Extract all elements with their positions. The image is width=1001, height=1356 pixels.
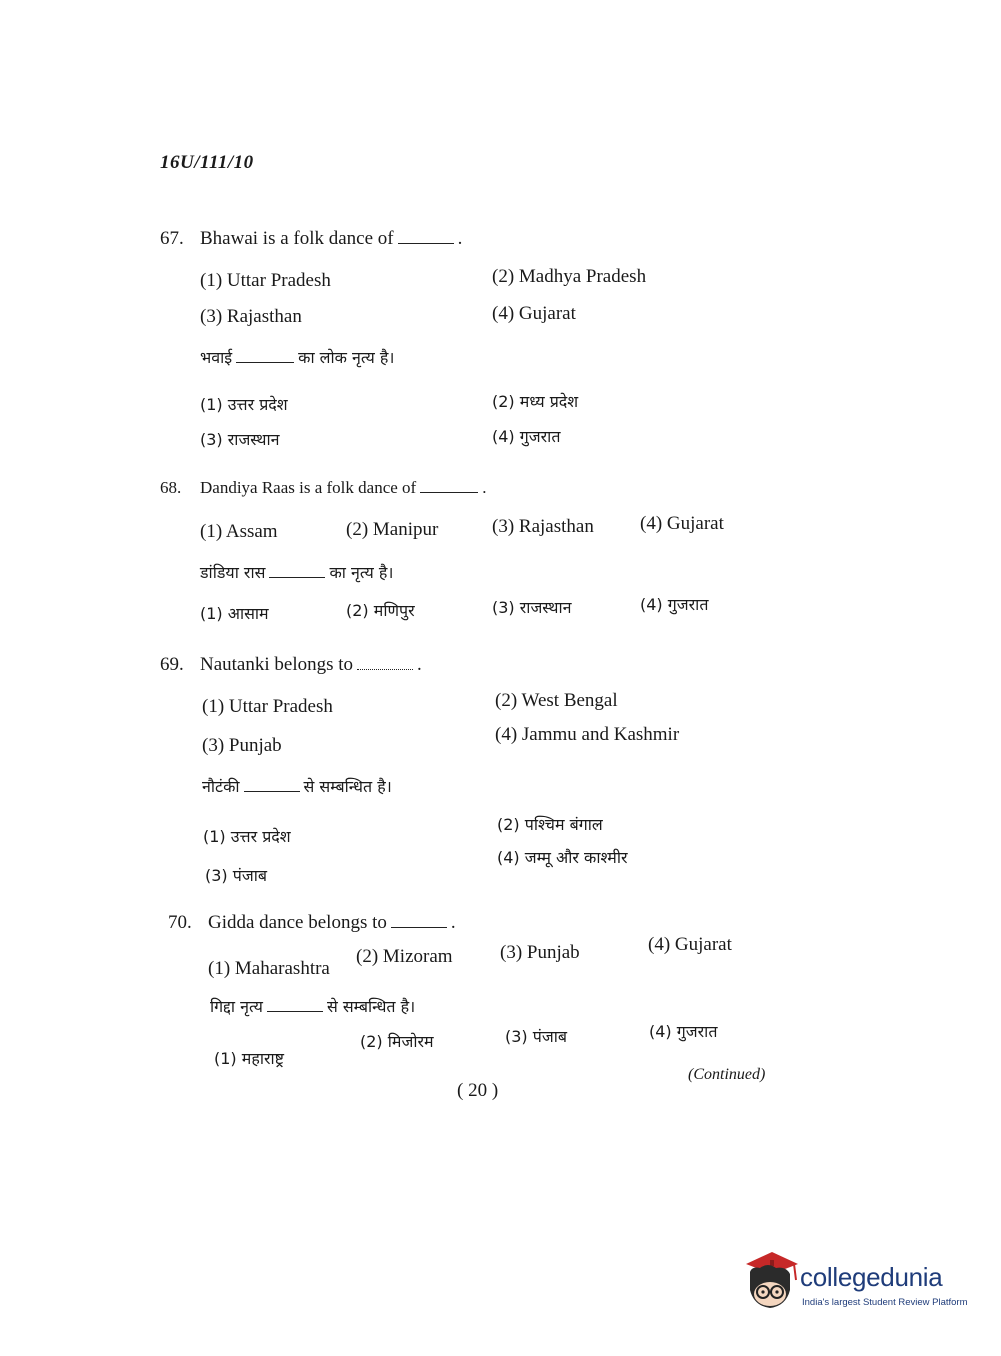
option-2: (2) Madhya Pradesh — [492, 266, 647, 287]
option-3: (3) Rajasthan — [200, 306, 302, 327]
option-4: (4) Jammu and Kashmir — [495, 724, 680, 745]
question-stem: Bhawai is a folk dance of — [200, 228, 394, 249]
mascot-graduate-icon — [742, 1250, 800, 1314]
option-1: (1) Uttar Pradesh — [202, 696, 333, 717]
option-4-hi: (4) गुजरात — [640, 595, 709, 614]
answer-blank — [244, 777, 300, 792]
option-2-hi: (2) मध्य प्रदेश — [492, 392, 579, 411]
option-4: (4) Gujarat — [648, 934, 732, 955]
question-stem-hi: डांडिया रास — [200, 563, 266, 582]
question-number: 68. — [160, 478, 182, 497]
option-1-hi: (1) आसाम — [200, 604, 269, 623]
option-1-hi: (1) महाराष्ट्र — [214, 1049, 284, 1068]
question-number: 69. — [160, 654, 184, 675]
option-2: (2) Manipur — [346, 519, 439, 540]
question-stem-hi-end: से सम्बन्धित है। — [326, 997, 416, 1016]
question-stem-hi-end: का लोक नृत्य है। — [298, 348, 395, 367]
option-1: (1) Uttar Pradesh — [200, 270, 331, 291]
question-text-hi — [210, 995, 415, 1017]
option-4-hi: (4) जम्मू और काश्मीर — [497, 848, 628, 867]
option-4: (4) Gujarat — [640, 513, 724, 534]
option-3-hi: (3) पंजाब — [505, 1027, 567, 1046]
question-stem-hi-end: का नृत्य है। — [329, 563, 394, 582]
option-1-hi: (1) उत्तर प्रदेश — [203, 827, 291, 846]
option-3: (3) Punjab — [202, 735, 282, 756]
answer-blank — [269, 563, 325, 578]
question-text-en — [160, 228, 462, 250]
question-stem: Dandiya Raas is a folk dance of — [200, 478, 417, 497]
page-number: ( 20 ) — [457, 1080, 499, 1101]
option-4: (4) Gujarat — [492, 303, 576, 324]
logo-wordmark: collegedunia — [800, 1262, 943, 1292]
option-3-hi: (3) पंजाब — [205, 866, 267, 885]
paper-code: 16U/111/10 — [160, 152, 254, 173]
question-stem-hi-end: से सम्बन्धित है। — [303, 777, 392, 796]
answer-blank — [391, 913, 447, 928]
option-2: (2) Mizoram — [356, 946, 453, 967]
option-3-hi: (3) राजस्थान — [492, 598, 572, 617]
question-stem-hi: गिद्दा नृत्य — [210, 997, 263, 1016]
option-4-hi: (4) गुजरात — [649, 1022, 718, 1041]
option-1-hi: (1) उत्तर प्रदेश — [200, 395, 288, 414]
option-2-hi: (2) पश्चिम बंगाल — [497, 815, 603, 834]
option-3: (3) Punjab — [500, 942, 580, 963]
option-3: (3) Rajasthan — [492, 516, 594, 537]
question-text-hi — [202, 775, 392, 797]
answer-blank — [420, 478, 478, 493]
question-text-en — [168, 912, 456, 934]
question-text-en — [160, 478, 486, 498]
question-stem-end: . — [457, 228, 463, 249]
question-number: 67. — [160, 228, 184, 249]
option-1: (1) Assam — [200, 521, 278, 542]
question-stem-end: . — [482, 478, 487, 497]
question-stem-end: . — [450, 912, 456, 933]
answer-blank — [398, 229, 454, 244]
question-text-hi — [200, 561, 393, 583]
question-text-en — [160, 654, 422, 676]
option-3-hi: (3) राजस्थान — [200, 430, 280, 449]
logo-tagline: India's largest Student Review Platform — [802, 1297, 968, 1308]
collegedunia-logo — [742, 1250, 972, 1320]
option-4-hi: (4) गुजरात — [492, 427, 561, 446]
question-stem-hi: नौटंकी — [202, 777, 240, 796]
question-text-hi — [200, 346, 395, 368]
answer-blank — [357, 655, 413, 670]
answer-blank — [236, 348, 294, 363]
answer-blank — [267, 997, 323, 1012]
question-stem-hi: भवाई — [200, 348, 233, 367]
question-stem: Nautanki belongs to — [200, 654, 354, 675]
continued-note: (Continued) — [688, 1066, 766, 1083]
question-stem-end: . — [417, 654, 422, 675]
option-1: (1) Maharashtra — [208, 958, 330, 979]
option-2-hi: (2) मिजोरम — [360, 1032, 434, 1051]
option-2-hi: (2) मणिपुर — [346, 601, 415, 620]
option-2: (2) West Bengal — [495, 690, 618, 711]
question-number: 70. — [168, 912, 192, 933]
question-stem: Gidda dance belongs to — [208, 912, 387, 933]
